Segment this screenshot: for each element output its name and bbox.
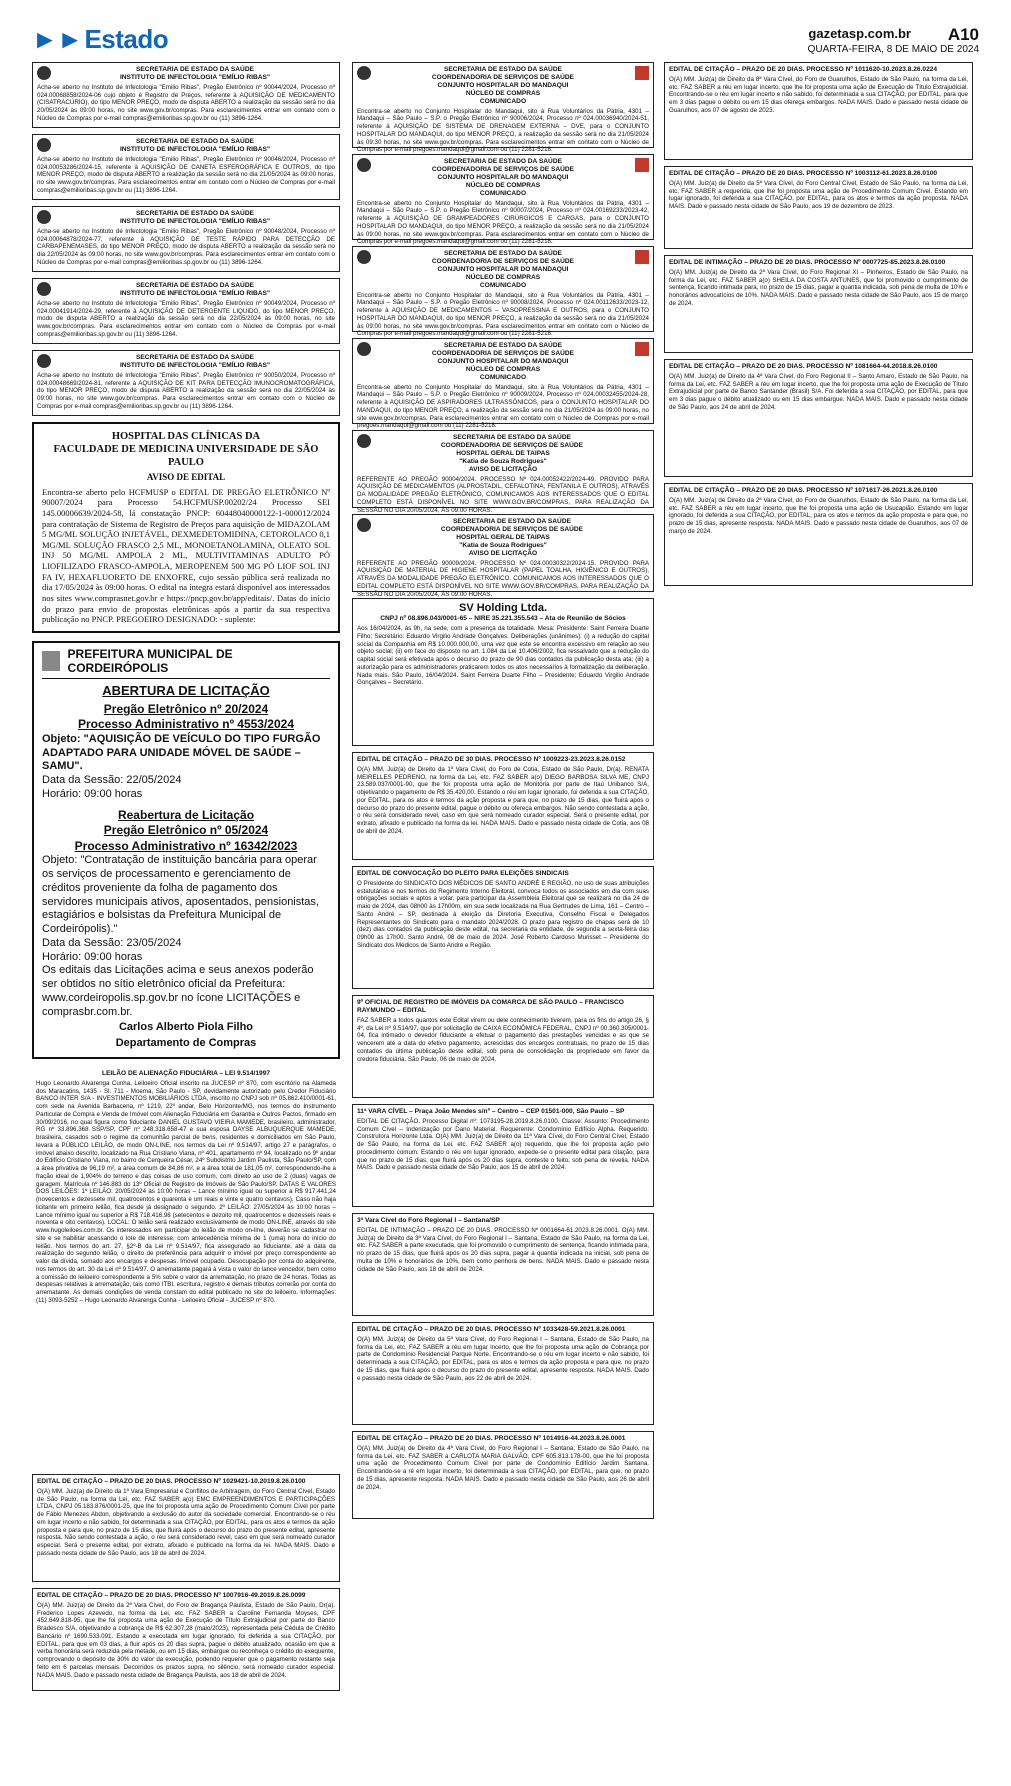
hospital-notice bbox=[32, 422, 340, 633]
notice-body: O(A) MM. Juiz(a) de Direito da 5ª Vara Cível, do Foro Regional I – Santana, Estado de São Paulo, na forma da Lei, etc. FAZ SABER a réu em lugar incerto, que lhe foi proposta uma ação de Cobrança por parte de Condomínio Residencial Parque Norte. Encontrando-se o réu em lugar incerto e não sabido, foi determinada a sua CITAÇÃO, por EDITAL, para os atos e termos da ação proposta e para que, no prazo de 15 dias, que fluirá após o decurso do prazo do presente edital, apresente resposta. NADA MAIS. Dado e passado nesta cidade de São Paulo, aos 22 de abril de 2024. bbox=[357, 1335, 649, 1382]
data-2: Data da Sessão: 23/05/2024 bbox=[42, 936, 182, 949]
edital-notice bbox=[352, 752, 654, 860]
sv-subtitle: CNPJ nº 08.896.043/0001-65 – NIRE 35.221.355.543 – Ata de Reunião de Sócios bbox=[380, 615, 626, 623]
emilio-ribas-notice bbox=[32, 350, 340, 416]
notice-title: SECRETARIA DE ESTADO DA SAÚDE INSTITUTO DE INFECTOLOGIA "EMÍLIO RIBAS" bbox=[119, 354, 271, 369]
notice-title: SECRETARIA DE ESTADO DA SAÚDE INSTITUTO DE INFECTOLOGIA "EMÍLIO RIBAS" bbox=[119, 138, 271, 153]
notice-title: EDITAL DE CITAÇÃO – PRAZO DE 20 DIAS. PROCESSO Nº 1011620-10.2023.8.26.0224 bbox=[669, 66, 938, 73]
edital-notice bbox=[664, 62, 973, 160]
column-3 bbox=[664, 62, 973, 592]
editais-info: Os editais das Licitações acima e seus anexos poderão ser obtidos no sítio eletrônico oficial da Prefeitura: www.cordeiropolis.sp.gov.br no ícone LICITAÇÕES e comprasbr.com.br. bbox=[42, 964, 314, 1018]
edital-notice bbox=[32, 1474, 340, 1582]
notice-title: SECRETARIA DE ESTADO DA SAÚDE COORDENADORIA DE SERVIÇOS DE SAÚDE HOSPITAL GERAL DE TAIPAS "Katia de Souza Rodrigues" AVISO DE LICITAÇÃO bbox=[440, 434, 584, 473]
notice-title: EDITAL DE CITAÇÃO – PRAZO DE 30 DIAS. PROCESSO Nº 1009223-23.2023.8.26.0152 bbox=[357, 756, 626, 763]
notice-body: Encontra-se aberto no Conjunto Hospitalar do Mandaqui, sito à Rua Voluntários da Pátria, 4301 – Mandaqui – São Paulo – S.P. o Pregão Eletrônico nº 90009/2024, Processo nº 024.00032455/2024-28, referente à AQUISIÇÃO DE ASPIRADORES ULTRASSÔNICOS, para o CONJUNTO HOSPITALAR DO MANDAQUI, do tipo MENOR PREÇO, a realização da sessão será no dia 21/05/2024 às 09:00 horas, no site www.gov.br/compras. Para esclarecimentos entrar em contato com o Núcleo de Compras por e-mail pregoes.mandaqui@gmail.com ou (11) 2281-5218. bbox=[357, 383, 649, 430]
sv-holding-notice bbox=[352, 598, 654, 746]
site-url[interactable]: gazetasp.com.br bbox=[808, 26, 911, 41]
notice-body: O(A) MM. Juiz(a) de Direito da 2ª Vara Cível, do Foro Regional XI – Pinheiros, Estado de São Paulo, na forma da Lei, etc. FAZ SABER a(o) SHEILA DA COSTA ANTUNES, que foi promovido o cumprimento de sentença, ficando intimada para, no prazo de 15 dias, pagar a quantia indicada, sob pena de multa de 10% e honorários advocatícios de 10%. NADA MAIS. Dado e passado nesta cidade de São Paulo, aos 15 de março de 2024. bbox=[669, 268, 968, 307]
notice-body: O(A) MM. Juiz(a) de Direito da 2ª Vara Cível, do Foro de Bragança Paulista, Estado de São Paulo, Dr(a). Frederico Lopes Azevedo, na forma da Lei, etc. FAZ SABER a Caroline Fernanda Moyses, CPF 452.649.818-95, que lhe foi proposta uma ação de Execução de Título Extrajudicial por parte do Banco Bradesco S/A, objetivando a cobrança de R$ 62.307,28 (maio/2023), representada pela Cédula de Crédito Bancário nº 1690.533.091. Estando a executada em lugar ignorado, foi deferida a sua CITAÇÃO, por EDITAL, para que em 03 dias, a fluir após os 20 dias supra, pague o débito atualizado, ocasião em que a verba honorária será reduzida pela metade, ou em 15 dias, embargue ou reconheça o crédito do exequente, comprovando o depósito de 30% do valor da execução, podendo requerer que o pagamento restante seja feito em 6 parcelas mensais. Decorridos os prazos supra, no silêncio, será nomeado curador especial. NADA MAIS. Dado e passado nesta cidade de Bragança Paulista, aos 18 de abril de 2024. bbox=[37, 1601, 335, 1679]
notice-title: SECRETARIA DE ESTADO DA SAÚDE COORDENADORIA DE SERVIÇOS DE SAÚDE HOSPITAL GERAL DE TAIPAS "Katia de Souza Rodrigues" AVISO DE LICITAÇÃO bbox=[440, 518, 584, 557]
notice-body: FAZ SABER a todos quantos este Edital virem ou dele conhecimento tiverem, para os fins do artigo 26, § 4º, da Lei nº 9.514/97, que por solicitação de CAIXA ECONÔMICA FEDERAL, CNPJ nº 00.360.305/0001-04, fica intimado o devedor fiduciante a efetuar o pagamento das prestações vencidas e as que se vencerem até a data do efetivo pagamento, acrescidas dos encargos contratuais, no prazo de 15 dias contados da última publicação deste edital, sob pena de consolidação da propriedade em favor da credora fiduciária. São Paulo, 06 de maio de 2024. bbox=[357, 1016, 649, 1063]
objeto-1: Objeto: "AQUISIÇÃO DE VEÍCULO DO TIPO FURGÃO ADAPTADO PARA UNIDADE MÓVEL DE SAÚDE – SAMU". bbox=[42, 732, 321, 773]
page-number: A10 bbox=[947, 25, 979, 44]
hospital-title: HOSPITAL DAS CLÍNICAS DA FACULDADE DE MEDICINA UNIVERSIDADE DE SÃO PAULO bbox=[53, 431, 319, 469]
notice-title: EDITAL DE CITAÇÃO – PRAZO DE 20 DIAS. PROCESSO Nº 1029421-10.2019.8.26.0100 bbox=[37, 1477, 306, 1485]
edital-notice bbox=[352, 866, 654, 989]
arrows-icon: ►► bbox=[32, 24, 83, 54]
notice-title: EDITAL DE CITAÇÃO – PRAZO DE 20 DIAS. PROCESSO Nº 1071617-26.2021.8.26.0100 bbox=[669, 487, 938, 494]
notice-title: SECRETARIA DE ESTADO DA SAÚDE COORDENADORIA DE SERVIÇOS DE SAÚDE CONJUNTO HOSPITALAR DO MANDAQUI NÚCLEO DE COMPRAS COMUNICADO bbox=[431, 342, 575, 381]
state-seal-icon bbox=[37, 66, 51, 80]
notice-body: Encontra-se aberto no Conjunto Hospitalar do Mandaqui, sito à Rua Voluntários da Pátria, 4301 – Mandaqui – São Paulo – S.P. o Pregão Eletrônico nº 90006/2024, Processo nº 024.00036940/2024-51, referente à AQUISIÇÃO DE SISTEMA DE DRENAGEM EXTERNA – DVE, para o CONJUNTO HOSPITALAR DO MANDAQUI, do tipo MENOR PREÇO, a realização da sessão será no dia 21/05/2024 às 09:30 horas, no site www.gov.br/compras. Para esclarecimentos entrar em contato com o Núcleo de Compras por e-mail pregoes.mandaqui@gmail.com ou (11) 2281-5218. bbox=[357, 107, 649, 154]
cordeiropolis-heading: ABERTURA DE LICITAÇÃO bbox=[102, 682, 270, 698]
notice-body: O Presidente do SINDICATO DOS MÉDICOS DE SANTO ANDRÉ E REGIÃO, no uso de suas atribuições estatutárias e nos termos do Regimento Interno Eleitoral, convoca todos os associados em dia com suas obrigações sociais e aptos a votar, para participar da Assembleia Eleitoral que se realizará no dia 24 de maio de 2024, das 08h00 às 17h00m, em sua sede localizada na Rua Gertrudes de Lima, 161 – Centro – Santo André – SP, destinada à eleição da Diretoria Executiva, Conselho Fiscal e Delegados Representantes do Sindicato para o mandato 2024/2028. O prazo para registro de chapas será de 10 (dez) dias contados da publicação deste edital, na secretaria da entidade, de segunda a sexta-feira das 09h00 às 17h00. Santo André, 08 de maio de 2024. José Roberto Cardoso Murisset – Presidente do Sindicato dos Médicos de Santo André e Região. bbox=[357, 879, 649, 949]
notice-title: SECRETARIA DE ESTADO DA SAÚDE INSTITUTO DE INFECTOLOGIA "EMÍLIO RIBAS" bbox=[119, 282, 271, 297]
notice-title: SECRETARIA DE ESTADO DA SAÚDE COORDENADORIA DE SERVIÇOS DE SAÚDE CONJUNTO HOSPITALAR DO MANDAQUI NÚCLEO DE COMPRAS COMUNICADO bbox=[431, 66, 575, 105]
sao-paulo-logo-icon bbox=[357, 66, 371, 80]
notice-title: SECRETARIA DE ESTADO DA SAÚDE INSTITUTO DE INFECTOLOGIA "EMÍLIO RIBAS" bbox=[119, 210, 271, 225]
notice-body: O(A) MM. Juiz(a) de Direito da 1ª Vara Cível, do Foro de Cotia, Estado de São Paulo, Dr(a). RENATA MEIRELLES PEDRENO, na forma da Lei, etc. FAZ SABER a(o) DIEGO BARBOSA SILVA ME, CNPJ 23.589.037/0001-90, que lhe foi proposta uma ação de Monitória por parte de Itaú Unibanco S/A, objetivando o pagamento de R$ 35.420,00. Estando o réu em lugar ignorado, foi deferida a sua CITAÇÃO, por EDITAL, para os atos e termos da ação proposta e para que, no prazo de 15 dias, que fluirá após o decurso do prazo do presente edital, pague o débito ou ofereça embargos. Não sendo contestada a ação, o réu será considerado revel, caso em que será nomeado curador especial. Será o presente edital, por extrato, afixado e publicado na forma da lei. NADA MAIS. Dado e passado nesta cidade de Cotia, aos 08 de abril de 2024. bbox=[357, 765, 649, 835]
notice-body: O(A) MM. Juiz(a) de Direito da 5ª Vara Cível, do Foro Central Cível, Estado de São Paulo, na forma da Lei, etc. FAZ SABER a requerida, que lhe foi proposta uma ação de Procedimento Comum Cível. Estando em lugar ignorado, foi deferida a sua CITAÇÃO, por EDITAL, para os atos e termos da ação proposta. NADA MAIS. Dado e passado nesta cidade de São Paulo, aos 19 de dezembro de 2023. bbox=[669, 179, 968, 211]
notice-body: Acha-se aberto no Instituto de Infectologia "Emilio Ribas", Pregão Eletrônico nº 90046/2024, Processo nº 024.00053286/2024-15, referente à AQUISIÇÃO DE CANETA ESFEROGRÁFICA E OUTROS, do tipo MENOR PREÇO, modo de disputa ABERTO a realização da sessão será no dia 21/05/2024 às 09:00 horas, no site www.gov.br/compras. Para esclarecimentos entrar em contato com o Núcleo de Compras por e-mail compras@emilioribas.sp.gov.br ou (11) 3896-1264. bbox=[37, 155, 335, 194]
signer: Carlos Alberto Piola Filho bbox=[118, 1021, 254, 1034]
pregao-2: Pregão Eletrônico nº 05/2024 bbox=[103, 823, 269, 838]
state-seal-icon bbox=[357, 434, 371, 448]
notice-title: 11ª VARA CÍVEL – Praça João Mendes s/nº – Centro – CEP 01501-000, São Paulo – SP bbox=[357, 1108, 625, 1115]
emilio-ribas-notice bbox=[32, 278, 340, 344]
notice-body: EDITAL DE INTIMAÇÃO – PRAZO DE 20 DIAS. PROCESSO Nº 0001664-61.2023.8.26.0001. O(A) MM. Juiz(a) de Direito da 3ª Vara Cível, do Foro Regional I – Santana, Estado de São Paulo, na forma da Lei, etc. FAZ SABER a parte executada, que foi promovido o cumprimento de sentença, ficando intimada para, no prazo de 15 dias, que fluirá após os 20 dias supra, pagar a quantia indicada na inicial, sob pena de multa de 10% e honorários de 10%, bem como penhora de bens. NADA MAIS. Dado e passado nesta cidade de São Paulo, aos 18 de abril de 2024. bbox=[357, 1226, 650, 1273]
pregao-1: Pregão Eletrônico nº 20/2024 bbox=[103, 701, 269, 716]
notice-body: Acha-se aberto no Instituto de Infectologia "Emilio Ribas", Pregão Eletrônico nº 90050/2024, Processo nº 024.00048669/2024-81, referente à AQUISIÇÃO DE KIT PARA DETECÇÃO IMUNOCROMATOGRÁFICA, do tipo MENOR PREÇO, modo de disputa ABERTO a realização da sessão será no dia 22/05/2024 às 09:00 horas, no site www.gov.br/compras. Para esclarecimentos entrar em contato com o Núcleo de Compras por e-mail compras@emilioribas.sp.gov.br ou (11) 3896-1264. bbox=[37, 371, 335, 410]
reabertura: Reabertura de Licitação bbox=[117, 807, 255, 822]
sv-body: Aos 16/04/2024, às 9h, na sede, com a presença da totalidade. Mesa: Presidente: Saint Ferreira Duarte Filho; Secretário: Eduardo Virgilio Andrade Gonçalves. Deliberações (unânimes): (i) a redução do capital social da Companhia em R$ 10.000.000,00, uma vez que este se encontra excessivo em relação ao seu objeto social; (ii) em face do disposto no art. 1.084 da Lei 10.406/2002, fica ressalvado que a redução do capital social será efetivada após o decurso do prazo de 90 dias contados da publicação desta ata; (iii) a autorização para os administradores praticarem todos os atos necessários à formalização da deliberação. Nada mais. São Paulo, 16/04/2024. Saint Ferreira Duarte Filho – Presidente; Eduardo Virgilio Andrade Gonçalves – Secretário. bbox=[357, 625, 649, 687]
edital-notice bbox=[664, 255, 973, 353]
horario-2: Horário: 09:00 horas bbox=[42, 950, 143, 963]
notice-body: Encontra-se aberto no Conjunto Hospitalar do Mandaqui, sito à Rua Voluntários da Pátria, 4301 – Mandaqui – São Paulo – S.P. o Pregão Eletrônico nº 90007/2024, Processo nº 024.00169233/2023-42, referente à AQUISIÇÃO DE GRAMPEADORES CIRÚRGICOS E CARGAS, para o CONJUNTO HOSPITALAR DO MANDAQUI, do tipo MENOR PREÇO, a realização da sessão será no dia 21/05/2024 às 09:00 horas, no site www.gov.br/compras. Para esclarecimentos entrar em contato com o Núcleo de Compras por e-mail pregoes.mandaqui@gmail.com ou (11) 2281-5218. bbox=[357, 199, 649, 246]
notice-body: Encontra-se aberto no Conjunto Hospitalar do Mandaqui, sito à Rua Voluntários da Pátria, 4301 – Mandaqui – São Paulo – S.P. o Pregão Eletrônico nº 90008/2024, Processo nº 024.00112633/2023-12, referente à AQUISIÇÃO DE MEDICAMENTOS – VASOPRESSINA E OUTROS, para o CONJUNTO HOSPITALAR DO MANDAQUI, do tipo MENOR PREÇO, a realização da sessão será no dia 21/05/2024 às 09:00 horas, no site www.gov.br/compras. Para esclarecimentos entrar em contato com o Núcleo de Compras por e-mail pregoes.mandaqui@gmail.com ou (11) 2281-5218. bbox=[357, 291, 649, 338]
notice-body: Acha-se aberto no Instituto de Infectologia "Emilio Ribas", Pregão Eletrônico nº 90049/2024, Processo nº 024.00041914/2024-29, referente à AQUISIÇÃO DE DETERGENTE LIQUIDO, do tipo MENOR PREÇO, modo de disputa ABERTO a realização da sessão será no dia 22/05/2024 às 09:00 horas, no site www.gov.br/compras. Para esclarecimentos entrar em contato com o Núcleo de Compras por e-mail compras@emilioribas.sp.gov.br ou (11) 3896-1264. bbox=[37, 299, 335, 338]
leilao-body: Hugo Leonardo Alvarenga Cunha, Leiloeiro Oficial inscrito na JUCESP nº 870, com escritório na Alameda dos Maracatins, 1435 - Sl. 711 - Moema, São Paulo - SP, devidamente autorizado pelo Credor Fiduciário BANCO INTER S/A - INVESTIMENTOS MOBILIÁRIOS LTDA, inscrito no CNPJ sob nº 05.862.410/0001-61, com sede na Avenida Barbacena, nº 1219, 22º andar, Belo Horizonte/MG, nos termos do Instrumento Particular de Compra e Venda de Imóvel com Alienação Fiduciária em Garantia e Outros Pactos, firmado em 30/09/2016, no qual figura como fiduciante DANIEL GUSTAVO VIEIRA MAMEDE, brasileiro, administrador, RG nº 33.896.368 SSP/SP, CPF nº 248.318.658-47 e sua esposa DAYSE ALBUQUERQUE MAMEDE, brasileira, casados sob o regime da comunhão parcial de bens, residentes e domiciliados em São Paulo, levará a PÚBLICO LEILÃO, de modo ON-LINE, nos termos da Lei nº 9.514/97, artigo 27 e parágrafos, o imóvel abaixo descrito, localizado na Rua Cristiano Viana, nº 401, apartamento nº 94, localizado no 9º andar do Edifício Cristiano Viana, no bairro de Cerqueira César, 24º Subdistrito Jardim Paulista, São Paulo/SP, com a área privativa de 96,19 m², a área comum de 84,86 m², e a área total de 181,05 m², correspondendo-lhe a fração ideal de 1,904% do terreno e das coisas de uso comum, com direito ao uso de 2 (duas) vagas de garagem. Matrícula nº 146.883 do 13º Oficial de Registro de Imóveis de São Paulo/SP. DATAS E VALORES DOS LEILÕES: 1º LEILÃO: 20/05/2024 às 10:00 horas – Lance mínimo igual ou superior a R$ 917.441,24 (novecentos e dezessete mil, quatrocentos e quarenta e um reais e vinte e quatro centavos). Caso não haja licitante em primeiro leilão, fica desde já designado o segundo. 2º LEILÃO: 27/05/2024 às 10:00 horas – Lance mínimo igual ou superior a R$ 718.416,98 (setecentos e dezoito mil, quatrocentos e dezesseis reais e noventa e oito centavos). LOCAL: O leilão será realizado exclusivamente de modo ON-LINE, através do site www.hugoleiloes.com.br. Os interessados em participar do leilão de modo on-line, deverão se cadastrar no site e se habilitar acessando o lote de interesse, com antecedência mínima de 1 (uma) hora do início do leilão. Nos termos do art. 27, §2º-B da Lei nº 9.514/97, fica assegurado ao fiduciante, até a data da realização do segundo leilão, o direito de preferência para adquirir o imóvel por preço correspondente ao valor da dívida, somado aos encargos e despesas. Imóvel ocupado. Desocupação por conta do adquirente, nos termos do art. 30 da Lei nº 9.514/97. O arrematante pagará à vista o valor do lance vencedor, bem como a comissão do leiloeiro correspondente a 5% sobre o valor da arrematação, no prazo de 24 horas. Todas as despesas relativas à arrematação, tais como ITBI, escritura, registro e demais tributos correrão por conta do arrematante. As demais condições de venda constam do edital publicado no site do leiloeiro. Informações: (11) 3093-5252 – Hugo Leonardo Alvarenga Cunha - Leiloeiro Oficial - JUCESP nº 870. bbox=[36, 1079, 336, 1304]
hospital-body: Encontra-se aberto pelo HCFMUSP o EDITAL DE PREGÃO ELETRÔNICO Nº 90007/2024 para Processo 54.HCFMUSP.00202/24 Processo SEI 145.00006639/2024-58, lá constatação PNCP: 60448040000122-1-000012/2024 para contratação de Sistema de Registro de Preços para aquisição de MIDAZOLAM 5 MG/ML SOLUÇÃO INJETÁVEL, DEXMEDETOMIDINA, CETOROLACO 0,1 MG/ML SOLUÇÃO FRASCO 2,5 ML, MONOETANOLAMINA, OLEATO SOL INJ 50 MG/ML AMPOLA 2 ML, MULTIVITAMINAS ADULTO PÓ LIOFILIZADO FRASCO-AMPOLA, MEROPENEM 500 MG PÓ LIOF SOL INJ FA IV, HEXAFLUORETO DE ENXOFRE, cujo sessão pública será realizada no dia 17/05/2024 às 09:00 horas. O edital na íntegra estará disponível aos interessados nos sites www.comprasnet.gov.br e https://pncp.gov.br/app/editais/. Datas do início do prazo para envio de propostas eletrônicas após a partir da sua respectiva publicação no PNCP. PREGOEIRO DESIGNADO: - suplente: bbox=[42, 486, 330, 625]
edital-notice bbox=[352, 995, 654, 1098]
notice-title: 3ª Vara Cível do Foro Regional I – Santana/SP bbox=[357, 1217, 500, 1224]
notice-title: 9º OFICIAL DE REGISTRO DE IMÓVEIS DA COMARCA DE SÃO PAULO – FRANCISCO RAYMUNDO – EDITAL bbox=[357, 999, 624, 1014]
objeto-2: Objeto: "Contratação de instituição bancária para operar os serviços de processamento e gerenciamento de créditos proveniente da folha de pagamento dos servidores municipais ativos, aposentados, pensionistas, estagiários e bolsistas da Prefeitura Municipal de Cordeirópolis)." bbox=[42, 854, 319, 936]
page-header bbox=[0, 0, 1011, 58]
state-seal-icon bbox=[37, 138, 51, 152]
notice-title: SECRETARIA DE ESTADO DA SAÚDE COORDENADORIA DE SERVIÇOS DE SAÚDE CONJUNTO HOSPITALAR DO MANDAQUI NÚCLEO DE COMPRAS COMUNICADO bbox=[431, 158, 575, 197]
sao-paulo-logo-icon bbox=[357, 250, 371, 264]
leilao-notice bbox=[32, 1067, 340, 1468]
notice-title: EDITAL DE CITAÇÃO – PRAZO DE 20 DIAS. PROCESSO Nº 1007916-49.2019.8.26.0099 bbox=[37, 1591, 306, 1599]
notice-title: EDITAL DE CITAÇÃO – PRAZO DE 20 DIAS. PROCESSO Nº 1014916-44.2023.8.26.0001 bbox=[357, 1435, 626, 1442]
cordeiropolis-name: PREFEITURA MUNICIPAL DE CORDEIRÓPOLIS bbox=[67, 646, 233, 675]
edital-notice bbox=[32, 1588, 340, 1691]
notice-title: EDITAL DE INTIMAÇÃO – PRAZO DE 20 DIAS. PROCESSO Nº 0007725-85.2023.8.26.0100 bbox=[669, 259, 946, 266]
emilio-ribas-notice bbox=[32, 62, 340, 128]
edital-notice bbox=[352, 1104, 654, 1207]
notice-body: O(A) MM. Juiz(a) de Direito da 1ª Vara Empresarial e Conflitos de Arbitragem, do Foro Central Cível, Estado de São Paulo, na forma da Lei, etc. FAZ SABER a(o) EMC EMPREENDIMENTOS E PARTICIPAÇÕES LTDA, CNPJ 05.183.876/0001-25, que lhe foi proposta uma ação de Procedimento Comum Cível por parte de Fábio Menezes Abdon, objetivando a exclusão do autor da sociedade comercial. Encontrando-se o réu em lugar incerto e não sabido, foi determinada a sua CITAÇÃO, por EDITAL, para os atos e termos da ação proposta e para que, no prazo de 15 dias, que fluirá após o decurso do prazo do presente edital, apresente resposta. Não sendo contestada a ação, o réu será considerado revel, caso em que será nomeado curador especial. Será o presente edital, por extrato, afixado e publicado na forma da lei. NADA MAIS. Dado e passado nesta cidade de São Paulo, aos 18 de abril de 2024. bbox=[37, 1487, 335, 1557]
cordeiropolis-notice bbox=[32, 641, 340, 1059]
notice-body: EDITAL DE CITAÇÃO. Processo Digital nº: 1073195-28.2019.8.26.0100. Classe: Assunto: Procedimento Comum Cível – Indenização por Dano Material. Requerente: Condomínio Edifício Alpha. Requerido: Construtora Horizonte Ltda. O(A) MM. Juiz(a) de Direito da 11ª Vara Cível, do Foro Central Cível, Estado de São Paulo, na forma da Lei, etc. FAZ SABER a(o) requerido, que lhe foi proposta ação pelo procedimento comum. Estando o réu em lugar ignorado, expede-se o presente edital para citação, para que no prazo de 15 dias, que fluirá após os 20 dias supra, conteste o feito, sob pena de revelia. NADA MAIS. Dado e passado nesta cidade de São Paulo, aos 15 de abril de 2024. bbox=[357, 1117, 649, 1172]
notice-body: O(A) MM. Juiz(a) de Direito da 4ª Vara Cível, do Foro Regional I – Santana, Estado de São Paulo, na forma da Lei, etc. FAZ SABER a CARLOTA MARIA GALVÃO, CPF 605.813.178-00, que lhe foi proposta uma ação de Procedimento Comum Cível por parte de Condomínio Edifício Jardim Santana. Encontrando-se a ré em lugar incerto, foi determinada a sua CITAÇÃO, por EDITAL, para que, no prazo de 15 dias, apresente resposta. NADA MAIS. Dado e passado nesta cidade de São Paulo, aos 26 de abril de 2024. bbox=[357, 1444, 649, 1491]
mandaqui-notice bbox=[352, 246, 654, 338]
state-seal-icon bbox=[37, 354, 51, 368]
emilio-ribas-notice bbox=[32, 206, 340, 272]
notice-body: O(A) MM. Juiz(a) de Direito da 2ª Vara Cível, do Foro de Guarulhos, Estado de São Paulo, na forma da Lei, etc. FAZ SABER a réu em lugar incerto, que lhe foi proposta uma ação de Usucapião. Estando em lugar ignorado, foi deferida a sua CITAÇÃO, por EDITAL, para os atos e termos da ação proposta e para que, no prazo de 15 dias, apresente resposta. NADA MAIS. Dado e passado nesta cidade de Guarulhos, aos 07 de março de 2024. bbox=[669, 496, 968, 535]
notice-body: REFERENTE AO PREGÃO 90004/2024. PROCESSO Nº 024.00052422/2024-49. PROVIDO PARA AQUISIÇÃO DE MEDICAMENTOS (ALPROSTADIL, CEFALOTINA, FENTANILA E OUTROS), ATRAVÉS DA MODALIDADE PREGÃO ELETRÔNICO, COMUNICAMOS AOS INTERESSADOS QUE O EDITAL COMPLETO ESTÁ DISPONÍVEL NO SITE WWW.GOV.BR/COMPRAS, PARA REALIZAÇÃO DA SESSÃO NO DIA 20/05/2024, ÀS 09:00 HORAS. bbox=[357, 475, 649, 514]
state-seal-icon bbox=[37, 210, 51, 224]
notice-title: EDITAL DE CITAÇÃO – PRAZO DE 20 DIAS. PROCESSO Nº 1081664-44.2018.8.26.0100 bbox=[669, 363, 938, 370]
brand-logo bbox=[32, 24, 168, 55]
taipas-notice bbox=[352, 514, 654, 598]
notice-title: EDITAL DE CITAÇÃO – PRAZO DE 20 DIAS. PROCESSO Nº 1033428-59.2021.8.26.0001 bbox=[357, 1326, 626, 1333]
notice-title: EDITAL DE CONVOCAÇÃO DO PLEITO PARA ELEIÇÕES SINDICAIS bbox=[357, 870, 569, 877]
data-1: Data da Sessão: 22/05/2024 bbox=[42, 774, 182, 787]
sp-brand-icon bbox=[635, 66, 649, 80]
sao-paulo-logo-icon bbox=[357, 342, 371, 356]
brand-name: Estado bbox=[84, 24, 169, 54]
sv-title: SV Holding Ltda. bbox=[459, 602, 547, 614]
horario-1: Horário: 09:00 horas bbox=[42, 787, 143, 800]
crest-icon bbox=[42, 651, 60, 671]
processo-1: Processo Administrativo nº 4553/2024 bbox=[77, 717, 295, 732]
notice-body: Acha-se aberto no Instituto de Infectologia "Emilio Ribas", Pregão Eletrônico nº 90048/2024, Processo nº 024.00064878/2024-77, referente à AQUISIÇÃO DE TESTE RÁPIDO PARA DETECÇÃO DE CARBAPENEMASES, do tipo MENOR PREÇO, modo de disputa ABERTO a realização da sessão será no dia 22/05/2024 às 09:00 horas, no site www.gov.br/compras. Para esclarecimentos entrar em contato com o Núcleo de Compras por e-mail compras@emilioribas.sp.gov.br ou (11) 3896-1264. bbox=[37, 227, 335, 266]
state-seal-icon bbox=[37, 282, 51, 296]
notice-title: EDITAL DE CITAÇÃO – PRAZO DE 20 DIAS. PROCESSO Nº 1003112-61.2023.8.26.0100 bbox=[669, 170, 938, 177]
notice-body: O(A) MM. Juiz(a) de Direito da 8ª Vara Cível, do Foro de Guarulhos, Estado de São Paulo, na forma da Lei, etc. FAZ SABER a réu em lugar incerto, que lhe foi proposta uma ação de Execução de Título Extrajudicial. Encontrando-se o réu em lugar incerto e não sabido, foi determinada a sua CITAÇÃO, por EDITAL, para que em 3 dias pague o débito ou em 15 dias ofereça embargos. NADA MAIS. Dado e passado nesta cidade de Guarulhos, aos 07 de agosto de 2023. bbox=[669, 75, 968, 114]
notice-body: REFERENTE AO PREGÃO 90009/2024. PROCESSO Nº 024.00030322/2024-15. PROVIDO PARA AQUISIÇÃO DE MATERIAL DE HIGIENE HOSPITALAR (PAPEL TOALHA, HIGIÊNICO E OUTROS), ATRAVÉS DA MODALIDADE PREGÃO ELETRÔNICO. COMUNICAMOS AOS INTERESSADOS QUE O EDITAL COMPLETO ESTÁ DISPONÍVEL NO SITE WWW.GOV.BR/COMPRAS, PARA REALIZAÇÃO DA SESSÃO NO DIA 20/05/2024, ÀS 09:00 HORAS. bbox=[357, 559, 649, 598]
notice-title: SECRETARIA DE ESTADO DA SAÚDE COORDENADORIA DE SERVIÇOS DE SAÚDE CONJUNTO HOSPITALAR DO MANDAQUI NÚCLEO DE COMPRAS COMUNICADO bbox=[431, 250, 575, 289]
column-1 bbox=[32, 62, 340, 1697]
processo-2: Processo Administrativo nº 16342/2023 bbox=[74, 838, 298, 853]
sao-paulo-logo-icon bbox=[357, 158, 371, 172]
sp-brand-icon bbox=[635, 342, 649, 356]
mandaqui-notice bbox=[352, 338, 654, 430]
notice-title: SECRETARIA DE ESTADO DA SAÚDE INSTITUTO DE INFECTOLOGIA "EMÍLIO RIBAS" bbox=[119, 66, 271, 81]
department: Departamento de Compras bbox=[115, 1037, 257, 1050]
mandaqui-notice bbox=[352, 62, 654, 154]
sp-brand-icon bbox=[635, 158, 649, 172]
mandaqui-notice bbox=[352, 154, 654, 246]
edital-notice bbox=[664, 359, 973, 477]
emilio-ribas-notice bbox=[32, 134, 340, 200]
edital-notice bbox=[352, 1431, 654, 1519]
leilao-title: LEILÃO DE ALIENAÇÃO FIDUCIÁRIA – LEI 9.514/1997 bbox=[101, 1069, 271, 1077]
issue-date: QUARTA-FEIRA, 8 DE MAIO DE 2024 bbox=[807, 44, 979, 55]
state-seal-icon bbox=[357, 518, 371, 532]
hospital-subtitle: AVISO DE EDITAL bbox=[146, 472, 226, 483]
edital-notice bbox=[664, 166, 973, 249]
column-2 bbox=[352, 62, 654, 1525]
edital-notice bbox=[352, 1322, 654, 1425]
sp-brand-icon bbox=[635, 250, 649, 264]
notice-body: O(A) MM. Juiz(a) de Direito da 4ª Vara Cível, do Foro Regional II – Santo Amaro, Estado de São Paulo, na forma da Lei, etc. FAZ SABER a réu em lugar incerto, que lhe foi proposta uma ação de Execução de Título Extrajudicial por parte de Banco Santander (Brasil) S/A. Foi deferida a sua CITAÇÃO, por EDITAL, para que em 3 dias pague o débito atualizado ou em 15 dias embargue. NADA MAIS. Dado e passado nesta cidade de São Paulo, aos 24 de abril de 2024. bbox=[669, 372, 968, 411]
edital-notice bbox=[664, 483, 973, 586]
notice-body: Acha-se aberto no Instituto de Infectologia "Emilio Ribas", Pregão Eletrônico nº 90044/2024, Processo nº 024.00068858/2024-06 cujo objeto é Registro de Preços, referente à AQUISIÇÃO DE MEDICAMENTO (CISATRACÚRIO), do tipo MENOR PREÇO, modo de disputa ABERTO a realização da sessão será no dia 20/05/2024 às 09:00 horas, no site www.gov.br/compras. Para esclarecimentos entrar em contato com o Núcleo de Compras por e-mail compras@emilioribas.sp.gov.br ou (11) 3896-1264. bbox=[37, 83, 335, 122]
taipas-notice bbox=[352, 430, 654, 514]
edital-notice bbox=[352, 1213, 654, 1316]
